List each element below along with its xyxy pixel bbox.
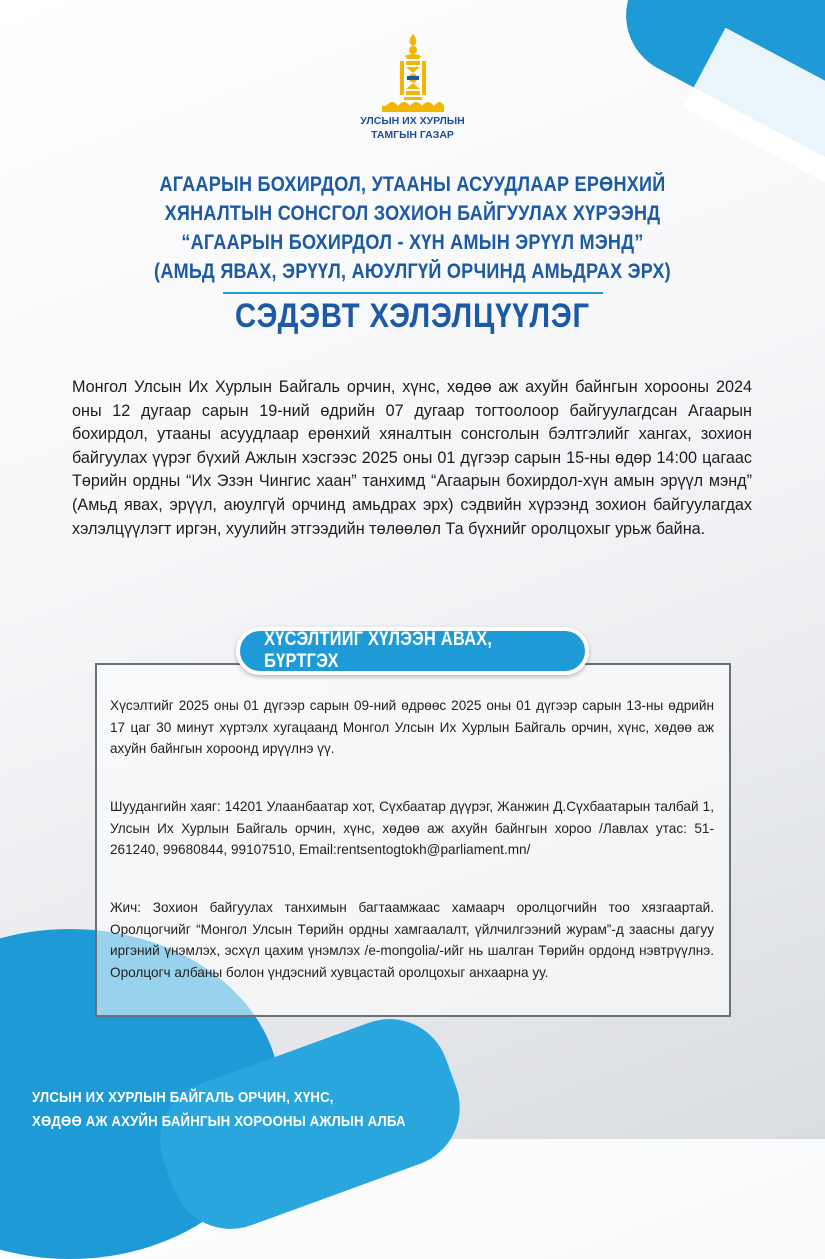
registration-heading: ХҮСЭЛТИЙГ ХҮЛЭЭН АВАХ, БҮРТГЭХ	[264, 629, 493, 672]
title-line-2: ХЯНАЛТЫН СОНСГОЛ ЗОХИОН БАЙГУУЛАХ ХҮРЭЭНД	[164, 202, 661, 225]
footer-line-1: УЛСЫН ИХ ХУРЛЫН БАЙГАЛЬ ОРЧИН, ХҮНС,	[32, 1089, 334, 1106]
title-main: СЭДЭВТ ХЭЛЭЛЦҮҮЛЭГ	[235, 297, 590, 335]
org-name-line1: УЛСЫН ИХ ХУРЛЫН	[360, 115, 465, 127]
registration-deadline-text: Хүсэлтийг 2025 оны 01 дүгээр сарын 09-ний өдрөөс 2025 оны 01 дүгээр сарын 13-ны өдрийн 17 цаг 30 минут хүртэлх хугацаанд Монгол Улсын Их Хурлын Байгаль орчин, хүнс, хөдөө аж ахуйн байнгын хороонд ирүүлнэ үү.	[110, 698, 714, 756]
soyombo-emblem-icon	[378, 32, 448, 116]
registration-note-text: Жич: Зохион байгуулах танхимын багтаамжаас хамаарч оролцогчийн тоо хязгаартай. Оролцогчийг “Монгол Улсын Төрийн ордны хамгаалалт, үйлчилгээний журам”-д заасны дагуу иргэний үнэмлэх, эсхүл цахим үнэмлэх /e-mongolia/-ийг нь шалган Төрийн ордонд нэвтрүүлнэ. Оролцогч албаны болон үндэсний хувцастай оролцохыг анхаарна уу.	[110, 900, 714, 980]
organization-name	[320, 114, 505, 142]
title-divider	[223, 292, 603, 294]
title-line-3: “АГААРЫН БОХИРДОЛ - ХҮН АМЫН ЭРҮҮЛ МЭНД”	[181, 231, 644, 254]
registration-heading-badge	[236, 627, 589, 675]
title-line-4: (АМЬД ЯВАХ, ЭРҮҮЛ, АЮУЛГҮЙ ОРЧИНД АМЬДРАХ ЭРХ)	[154, 260, 671, 283]
intro-paragraph: Монгол Улсын Их Хурлын Байгаль орчин, хүнс, хөдөө аж ахуйн байнгын хорооны 2024 оны 12 дугаар сарын 19-ний өдрийн 07 дугаар тогтоолоор байгуулагдсан Агаарын бохирдол, утааны асуудлаар ерөнхий хяналтын сонсголын бэлтгэлийг хангах, зохион байгуулах үүрэг бүхий Ажлын хэсгээс 2025 оны 01 дүгээр сарын 15-ны өдөр 14:00 цагаас Төрийн ордны “Их Эзэн Чингис хаан” танхимд “Агаарын бохирдол-хүн амын эрүүл мэнд” (Амьд явах, эрүүл, аюулгүй орчинд амьдрах эрх) сэдвийн хүрээнд зохион байгуулагдах хэлэлцүүлэгт иргэн, хуулийн этгээдийн төлөөлөл Та бүхнийг оролцохыг урьж байна.	[72, 378, 752, 538]
org-name-line2: ТАМГЫН ГАЗАР	[371, 129, 454, 141]
registration-address-text: Шуудангийн хаяг: 14201 Улаанбаатар хот, Сүхбаатар дүүрэг, Жанжин Д.Сүхбаатарын талбай 1, Улсын Их Хурлын Байгаль орчин, хүнс, хөдөө аж ахуйн байнгын хороо /Лавлах утас: 51-261240, 99680844, 99107510, Email:rentsentogtokh@parliament.mn/	[110, 799, 714, 857]
footer-line-2: ХӨДӨӨ АЖ АХУЙН БАЙНГЫН ХОРООНЫ АЖЛЫН АЛБА	[32, 1113, 406, 1130]
page-title	[60, 170, 765, 336]
title-line-1: АГААРЫН БОХИРДОЛ, УТААНЫ АСУУДЛААР ЕРӨНХИЙ	[159, 173, 666, 196]
footer-organization	[32, 1086, 406, 1134]
